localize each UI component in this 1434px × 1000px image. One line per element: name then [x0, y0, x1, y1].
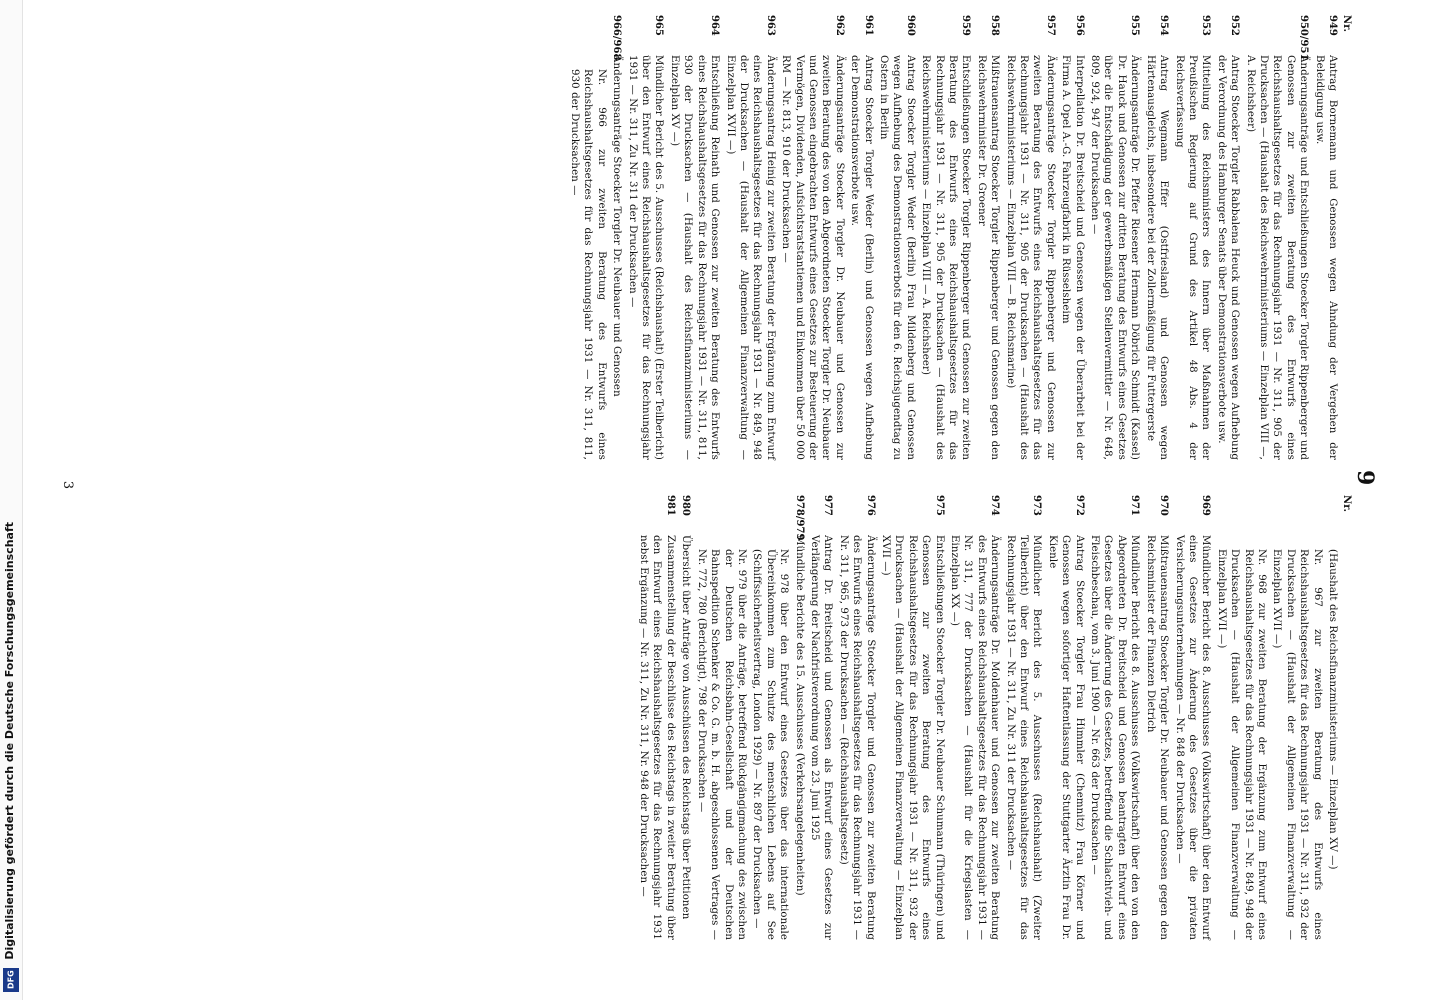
entry-text: Mündliche Berichte des 15. Ausschusses (Verkehrsangelegenheiten) [793, 535, 805, 896]
list-item [694, 495, 748, 940]
list-item [1143, 495, 1170, 940]
entry-text: Entschließung Reinath und Genossen zur zweiten Beratung des Entwurfs eines Reichshaushaltsgesetzes für das Rechnungsjahr 1931 — Nr. 311, 811, 930 der Drucksachen — (Haushalt des Reichsfinanzministeriums — Einzelplan XV —) [668, 55, 721, 460]
list-item [1045, 495, 1085, 940]
entry-text: Änderungsanträge Dr. Pfeffer Riesener Hermann Döbrich Schmidt (Kassel) Dr. Hauck und Genossen zur dritten Beratung des Entwurfs eines Gesetzes über die Entschädigung der gewerbsmäßigen Stellenvermittler — Nr. 648, 809, 924, 947 der Drucksachen — [1089, 55, 1141, 460]
list-item [1243, 15, 1310, 460]
entry-number: 972 [1073, 495, 1085, 516]
left-column-header: Nr. [1341, 15, 1352, 32]
list-item [948, 495, 1002, 940]
entry-number: 969 [1200, 495, 1212, 516]
entry-text: Entschließungen Stoecker Torgler Dr. Neubauer Schumann (Thüringen) und Genossen zur zweiten Beratung des Entwurfs eines Reichshaushaltsgesetzes für das Rechnungsjahr 1931 — Nr. 311, 932 der Drucksachen — (Haushalt der Allgemeinen Finanzverwaltung — Einzelplan XVII —) [880, 535, 945, 940]
entry-number: 966/968 [611, 15, 623, 61]
entry-text: Antrag Stoecker Torgler Weder (Berlin) und Genossen wegen Aufhebung der Demonstrationsverbote usw. [849, 55, 874, 460]
entry-number: 974 [989, 495, 1001, 516]
left-column [566, 15, 1352, 460]
list-item [723, 15, 777, 460]
entry-text: Nr. 979 über die Anträge, betreffend Rückgängigmachung des zwischen der Deutschen Reichsbahn-Gesellschaft und der Deutschen Bahnspedition Schenker & Co. G. m. b. H. abgeschlossenen Vertrages — Nr. 772, 780 (Berichtigt), 798 der Drucksachen — [695, 549, 747, 940]
entry-number: 960 [904, 15, 916, 36]
list-item [668, 15, 722, 460]
entry-text: Änderungsanträge und Entschließungen Stoecker Torgler Rippenberger und Genossen zur zweiten Beratung des Entwurfs eines Reichshaushaltsgesetzes für das Rechnungsjahr 1931 — Nr. 311, 905 der Drucksachen — (Haushalt des Reichswehrministeriums — Einzelplan VIII —, A. Reichsheer) [1244, 55, 1310, 460]
entry-text: Mündlicher Bericht des 5. Ausschusses (Reichshaushalt) (Erster Teilbericht) über den Entwurf eines Reichshaushaltsgesetzes für das Rechnungsjahr 1931 — Nr. 311, Zu Nr. 311 der Drucksachen — [626, 55, 665, 460]
entry-number: 964 [709, 15, 721, 36]
entry-number: 955 [1129, 15, 1141, 36]
list-item [1270, 495, 1324, 940]
entry-number: 952 [1229, 15, 1241, 36]
entry-number: 950/951 [1298, 15, 1310, 61]
entry-number [694, 495, 748, 535]
digitization-credit: Digitalisierung gefördert durch die Deutsche Forschungsgemeinschaft [3, 522, 16, 960]
entry-text: Mißtrauensantrag Stoecker Torgler Rippenberger und Genossen gegen den Reichswehrminister Dr. Groener [975, 55, 1001, 460]
entry-number [750, 495, 790, 535]
entry-text: Nr. 967 zur zweiten Beratung des Entwurfs eines Reichshaushaltsgesetzes für das Rechnungsjahr 1931 — Nr. 311, 932 der Drucksachen — (Haushalt der Allgemeinen Finanzverwaltung — Einzelplan XVII —) [1271, 549, 1323, 940]
digitization-sidebar [0, 0, 23, 1000]
list-item [1312, 15, 1339, 460]
entry-number: 971 [1129, 495, 1141, 516]
entry-number [1214, 495, 1268, 535]
rotated-page [52, 15, 1382, 955]
entry-number [1326, 495, 1339, 535]
list-item [1088, 495, 1142, 940]
entry-text: Änderungsanträge Stoecker Torgler und Genossen zur zweiten Beratung des Entwurfs eines Reichshaushaltsgesetzes für das Rechnungsjahr 1931 — Nr. 311, 965, 973 der Drucksachen — (Reichshaushaltsgesetz) [837, 535, 876, 940]
right-column [635, 495, 1352, 940]
entry-text: Interpellation Dr. Breitscheid und Genossen wegen der Überarbeit bei der Firma A. Opel A.-G. Fahrzeugfabrik in Rüsselsheim [1060, 55, 1085, 460]
entry-number [1270, 495, 1324, 535]
entry-text: Nr. 978 über den Entwurf eines Gesetzes über das internationale Übereinkommen zum Schutze des menschlichen Lebens auf See (Schiffssicherheitsvertrag, London 1929) — Nr. 897 der Drucksachen — [751, 549, 790, 940]
entry-text: Antrag Stoecker Torgler Frau Himmler (Chemnitz) Frau Körner und Genossen wegen sofortiger Haftentlassung der Stuttgarter Ärztin Frau Dr. Kienle [1046, 535, 1085, 940]
entry-text: (Haushalt des Reichsfinanzministeriums — Einzelplan XV —) [1327, 549, 1338, 870]
list-item [1003, 15, 1057, 460]
entry-text: Antrag Stoecker Torgler Rabbalena Heuck und Genossen wegen Aufhebung der Verordnung des Hamburger Senats über Demonstrationsverbote usw. [1215, 55, 1241, 460]
entry-number: 978/979 [793, 495, 805, 541]
list-item [625, 15, 665, 460]
entry-number: 963 [764, 15, 776, 36]
entry-text: Änderungsanträge Dr. Moldenhauer und Genossen zur zweiten Beratung des Entwurfs eines Reichshaushaltsgesetzes für das Rechnungsjahr 1931 — Nr. 311, 777 der Drucksachen — (Haushalt für die Kriegslasten — Einzelplan XX —) [949, 535, 1001, 940]
entry-text: Antrag Bornemann und Genossen wegen Ahndung der Vergehen der Beleidigung usw. [1313, 55, 1338, 460]
list-item [637, 495, 677, 940]
dfg-logo: DFG [3, 968, 19, 992]
list-item [1214, 495, 1268, 940]
entry-number: 958 [989, 15, 1001, 36]
entry-number: 975 [933, 495, 945, 516]
list-item [808, 495, 835, 940]
left-entry-list [568, 15, 1339, 460]
entry-text: Änderungsantrag Heinig zur zweiten Beratung der Ergänzung zum Entwurf eines Reichshaushaltsgesetzes für das Rechnungsjahr 1931 — Nr. 849, 948 der Drucksachen — (Haushalt der Allgemeinen Finanzverwaltung — Einzelplan XVII —) [724, 55, 776, 460]
page-number: 9 [1352, 470, 1378, 486]
list-item [1326, 495, 1339, 940]
entry-text: Nr. 966 zur zweiten Beratung des Entwurfs eines Reichshaushaltsgesetzes für das Rechnungsjahr 1931 — Nr. 311, 811, 930 der Drucksachen — [569, 69, 607, 460]
list-item [919, 15, 973, 460]
entry-number: 954 [1158, 15, 1170, 36]
entry-number: 965 [653, 15, 665, 36]
entry-number [568, 15, 608, 55]
entry-number: 970 [1158, 495, 1170, 516]
right-entry-list [637, 495, 1339, 940]
list-item [879, 495, 946, 940]
list-item [1214, 15, 1241, 460]
entry-text: Nr. 968 zur zweiten Beratung der Ergänzung zum Entwurf eines Reichshaushaltsgesetzes für das Rechnungsjahr 1931 — Nr. 849, 948 der Drucksachen — (Haushalt der Allgemeinen Finanzverwaltung — Einzelplan XVII —) [1215, 549, 1267, 940]
list-item [779, 15, 846, 460]
list-item [1059, 15, 1086, 460]
entry-number: 980 [680, 495, 692, 516]
entry-text: Antrag Dr. Breitscheid und Genossen als Entwurf eines Gesetzes zur Verlängerung der Nachfristverordnung vom 23. Juni 1925 [808, 535, 834, 940]
entry-text: Entschließungen Stoecker Torgler Rippenberger und Genossen zur zweiten Beratung des Entwurfs eines Reichshaushaltsgesetzes für das Rechnungsjahr 1931 — Nr. 311, 905 der Drucksachen — (Haushalt des Reichswehrministeriums — Einzelplan VIII — A. Reichsheer) [920, 55, 972, 460]
footer-page-number: 3 [60, 480, 75, 490]
entry-text: Änderungsanträge Stoecker Torgler Rippenberger und Genossen zur zweiten Beratung des Entwurfs eines Reichshaushaltsgesetzes für das Rechnungsjahr 1931 — Nr. 311, 905 der Drucksachen — (Haushalt des Reichswehrministeriums — Einzelplan VIII — B. Reichsmarine) [1004, 55, 1056, 460]
entry-text: Mißtrauensantrag Stoecker Torgler Dr. Neubauer und Genossen gegen den Reichsminister der Finanzen Dietrich [1144, 535, 1170, 940]
entry-number: 953 [1200, 15, 1212, 36]
entry-text: Mündlicher Bericht des 8. Ausschusses (Volkswirtschaft) über den von den Abgeordneten Dr. Breitscheid und Genossen beantragten Entwurf eines Gesetzes über die Änderung des Gesetzes, betreffend die Schlachtvieh- und Fleischbeschau, vom 3. Juni 1900 — Nr. 663 der Drucksachen — [1089, 535, 1141, 940]
list-item [792, 495, 805, 940]
list-item [568, 15, 608, 460]
entry-number: 976 [864, 495, 876, 516]
list-item [750, 495, 790, 940]
list-item [610, 15, 623, 460]
entry-text: Änderungsanträge Stoecker Torgler Dr. Neubauer und Genossen [611, 55, 623, 397]
entry-number: 962 [833, 15, 845, 36]
entry-number: 973 [1031, 495, 1043, 516]
list-item [1172, 15, 1212, 460]
entry-text: Übersicht über Anträge von Ausschüssen des Reichstags über Petitionen [680, 535, 692, 920]
list-item [1172, 495, 1212, 940]
entry-number: 956 [1073, 15, 1085, 36]
list-item [877, 15, 917, 460]
list-item [836, 495, 876, 940]
entry-number: 957 [1044, 15, 1056, 36]
entry-text: Mitteilung des Reichsministers des Innern über Maßnahmen der Preußischen Regierung auf Grund des Artikel 48 Abs. 4 der Reichsverfassung [1173, 55, 1212, 460]
list-item [679, 495, 692, 940]
entry-number: 981 [664, 495, 676, 516]
entry-number: 961 [862, 15, 874, 36]
entry-number: 959 [960, 15, 972, 36]
entry-text: Antrag Stoecker Torgler Weder (Berlin) Frau Mildenberg und Genossen wegen Aufhebung des Demonstrationsverbots für den 6. Reichsjugendtag zu Ostern in Berlin [878, 55, 916, 460]
entry-text: Zusammenstellung der Beschlüsse des Reichstags in zweiter Beratung über den Entwurf eines Reichshaushaltsgesetzes für das Rechnungsjahr 1931 nebst Ergänzung — Nr. 311, Zu Nr. 311, Nr. 948 der Drucksachen — [638, 535, 676, 940]
list-item [1003, 495, 1043, 940]
entry-text: Mündlicher Bericht des 5. Ausschusses (Reichshaushalt) (Zweiter Teilbericht) über den Entwurf eines Reichshaushaltsgesetzes für das Rechnungsjahr 1931 — Nr. 311, Zu Nr. 311 der Drucksachen — [1004, 535, 1043, 940]
entry-text: Mündlicher Bericht des 8. Ausschusses (Volkswirtschaft) über den Entwurf eines Gesetzes zur Änderung des Gesetzes über die privaten Versicherungsunternehmungen — Nr. 848 der Drucksachen — [1173, 535, 1212, 940]
page-header [1352, 15, 1376, 955]
entry-text: Änderungsanträge Stoecker Torgler Dr. Neubauer und Genossen zur zweiten Beratung des von den Abgeordneten Stoecker Torgler Dr. Neubauer und Genossen eingebrachten Entwurfs eines Gesetzes zur Besteuerung der Vermögen, Dividenden, Aufsichtsratstantiemen und Einkommen über 50 000 RM — Nr. 813, 910 der Drucksachen — [780, 55, 845, 460]
entry-text: Antrag Wegmann Effer (Ostfriesland) und Genossen wegen Härtenausgleichs, insbesondere bei der Zollermäßigung für Futtergerste [1144, 55, 1170, 460]
list-item [1143, 15, 1170, 460]
right-column-header: Nr. [1341, 495, 1352, 512]
list-item [1088, 15, 1142, 460]
entry-number: 949 [1327, 15, 1338, 36]
list-item [974, 15, 1001, 460]
entry-number: 977 [822, 495, 834, 516]
list-item [848, 15, 875, 460]
